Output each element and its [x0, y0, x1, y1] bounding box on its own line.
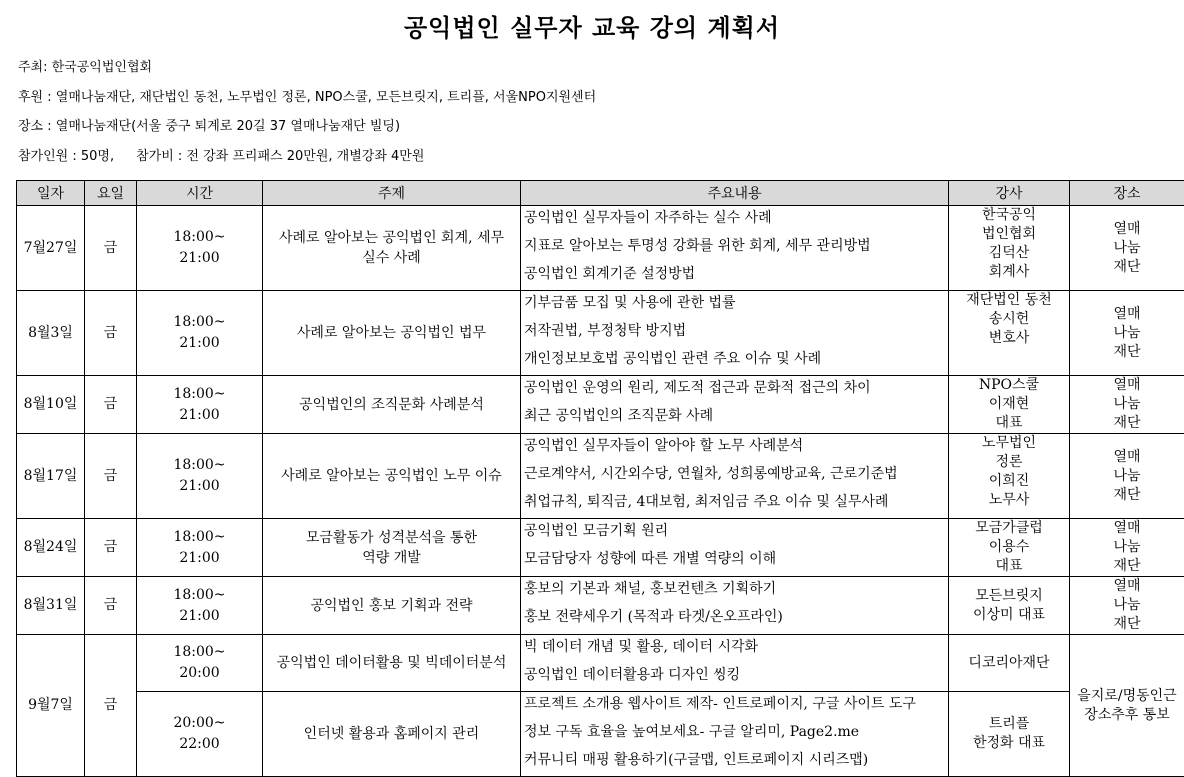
time-cell: 20:00~ 22:00 [137, 692, 263, 777]
topic-cell: 사례로 알아보는 공익법인 법무 [263, 291, 521, 376]
table-row [17, 519, 1184, 577]
date-cell: 8월10일 [17, 376, 85, 434]
date-cell: 9월7일 [17, 635, 85, 777]
lecturer-cell: 모든브릿지 이상미 대표 [949, 577, 1070, 635]
header-time: 시간 [137, 181, 263, 206]
info-host: 주최: 한국공익법인협회 [18, 56, 152, 75]
lecturer-cell: 재단법인 동천 송시헌 변호사 [949, 291, 1070, 376]
time-cell: 18:00~ 21:00 [137, 291, 263, 376]
header-lecturer: 강사 [949, 181, 1070, 206]
date-cell: 8월31일 [17, 577, 85, 635]
place-cell: 열매 나눔 재단 [1070, 434, 1184, 519]
day-cell: 금 [85, 206, 137, 291]
topic-cell: 모금활동가 성격분석을 통한 역량 개발 [263, 519, 521, 577]
info-capacity: 참가인원 : 50명, [18, 149, 114, 164]
topic-cell: 공익법인 데이터활용 및 빅데이터분석 [263, 635, 521, 692]
content-cell: 공익법인 실무자들이 알아야 할 노무 사례분석 근로계약서, 시간외수당, 연월차, 성희롱예방교육, 근로기준법 취업규칙, 퇴직금, 4대보험, 최저임금 주요 이슈 및 실무사례 [521, 434, 949, 519]
lecturer-cell: 디코리아재단 [949, 635, 1070, 692]
table-row [17, 206, 1184, 291]
place-cell: 열매 나눔 재단 [1070, 291, 1184, 376]
place-cell: 열매 나눔 재단 [1070, 577, 1184, 635]
date-cell: 8월17일 [17, 434, 85, 519]
content-cell: 기부금품 모집 및 사용에 관한 법률 저작권법, 부정청탁 방지법 개인정보보호법 공익법인 관련 주요 이슈 및 사례 [521, 291, 949, 376]
table-header-row [17, 181, 1184, 206]
table-row [17, 577, 1184, 635]
lecturer-cell: 모금가클럽 이용수 대표 [949, 519, 1070, 577]
date-cell: 8월3일 [17, 291, 85, 376]
time-cell: 18:00~ 21:00 [137, 434, 263, 519]
header-content: 주요내용 [521, 181, 949, 206]
topic-cell: 사례로 알아보는 공익법인 노무 이슈 [263, 434, 521, 519]
page-title: 공익법인 실무자 교육 강의 계획서 [0, 8, 1184, 43]
table-row [17, 434, 1184, 519]
content-cell: 공익법인 실무자들이 자주하는 실수 사례 지표로 알아보는 투명성 강화를 위한 회계, 세무 관리방법 공익법인 회계기준 설정방법 [521, 206, 949, 291]
header-date: 일자 [17, 181, 85, 206]
time-cell: 18:00~ 21:00 [137, 577, 263, 635]
time-cell: 18:00~ 21:00 [137, 519, 263, 577]
header-topic: 주제 [263, 181, 521, 206]
lecturer-cell: 한국공익 법인협회 김덕산 회계사 [949, 206, 1070, 291]
header-place: 장소 [1070, 181, 1184, 206]
place-cell: 열매 나눔 재단 [1070, 206, 1184, 291]
info-fee: 참가비 : 전 강좌 프리패스 20만원, 개별강좌 4만원 [136, 149, 424, 164]
time-cell: 18:00~ 21:00 [137, 376, 263, 434]
header-day: 요일 [85, 181, 137, 206]
table-row [17, 291, 1184, 376]
content-cell: 빅 데이터 개념 및 활용, 데이터 시각화 공익법인 데이터활용과 디자인 씽킹 [521, 635, 949, 692]
topic-cell: 사례로 알아보는 공익법인 회계, 세무 실수 사례 [263, 206, 521, 291]
content-cell: 프로젝트 소개용 웹사이트 제작- 인트로페이지, 구글 사이트 도구 정보 구독 효율을 높여보세요- 구글 알리미, Page2.me 커뮤니티 매핑 활용하기(구글맵, 인트로페이지 시리즈맵) [521, 692, 949, 777]
topic-cell: 공익법인의 조직문화 사례분석 [263, 376, 521, 434]
content-cell: 홍보의 기본과 채널, 홍보컨텐츠 기획하기 홍보 전략세우기 (목적과 타겟/온오프라인) [521, 577, 949, 635]
date-cell: 8월24일 [17, 519, 85, 577]
lecturer-cell: NPO스쿨 이재현 대표 [949, 376, 1070, 434]
time-cell: 18:00~ 20:00 [137, 635, 263, 692]
lecturer-cell: 노무법인 정론 이희진 노무사 [949, 434, 1070, 519]
topic-cell: 인터넷 활용과 홈페이지 관리 [263, 692, 521, 777]
day-cell: 금 [85, 577, 137, 635]
content-cell: 공익법인 운영의 원리, 제도적 접근과 문화적 접근의 차이 최근 공익법인의 조직문화 사례 [521, 376, 949, 434]
schedule-table [16, 180, 1184, 777]
info-venue: 장소 : 열매나눔재단(서울 중구 퇴계로 20길 37 열매나눔재단 빌딩) [18, 115, 400, 134]
time-cell: 18:00~ 21:00 [137, 206, 263, 291]
place-cell: 을지로/명동인근 장소추후 통보 [1070, 635, 1184, 777]
lecturer-cell: 트리플 한정화 대표 [949, 692, 1070, 777]
table-row [17, 635, 1184, 692]
info-sponsor: 후원 : 열매나눔재단, 재단법인 동천, 노무법인 정론, NPO스쿨, 모든브릿지, 트리플, 서울NPO지원센터 [18, 86, 596, 105]
day-cell: 금 [85, 291, 137, 376]
content-cell: 공익법인 모금기획 원리 모금담당자 성향에 따른 개별 역량의 이해 [521, 519, 949, 577]
day-cell: 금 [85, 635, 137, 777]
place-cell: 열매 나눔 재단 [1070, 376, 1184, 434]
day-cell: 금 [85, 519, 137, 577]
day-cell: 금 [85, 434, 137, 519]
date-cell: 7월27일 [17, 206, 85, 291]
table-row [17, 376, 1184, 434]
place-cell: 열매 나눔 재단 [1070, 519, 1184, 577]
info-participation [18, 145, 424, 164]
day-cell: 금 [85, 376, 137, 434]
table-row [17, 692, 1184, 777]
topic-cell: 공익법인 홍보 기획과 전략 [263, 577, 521, 635]
